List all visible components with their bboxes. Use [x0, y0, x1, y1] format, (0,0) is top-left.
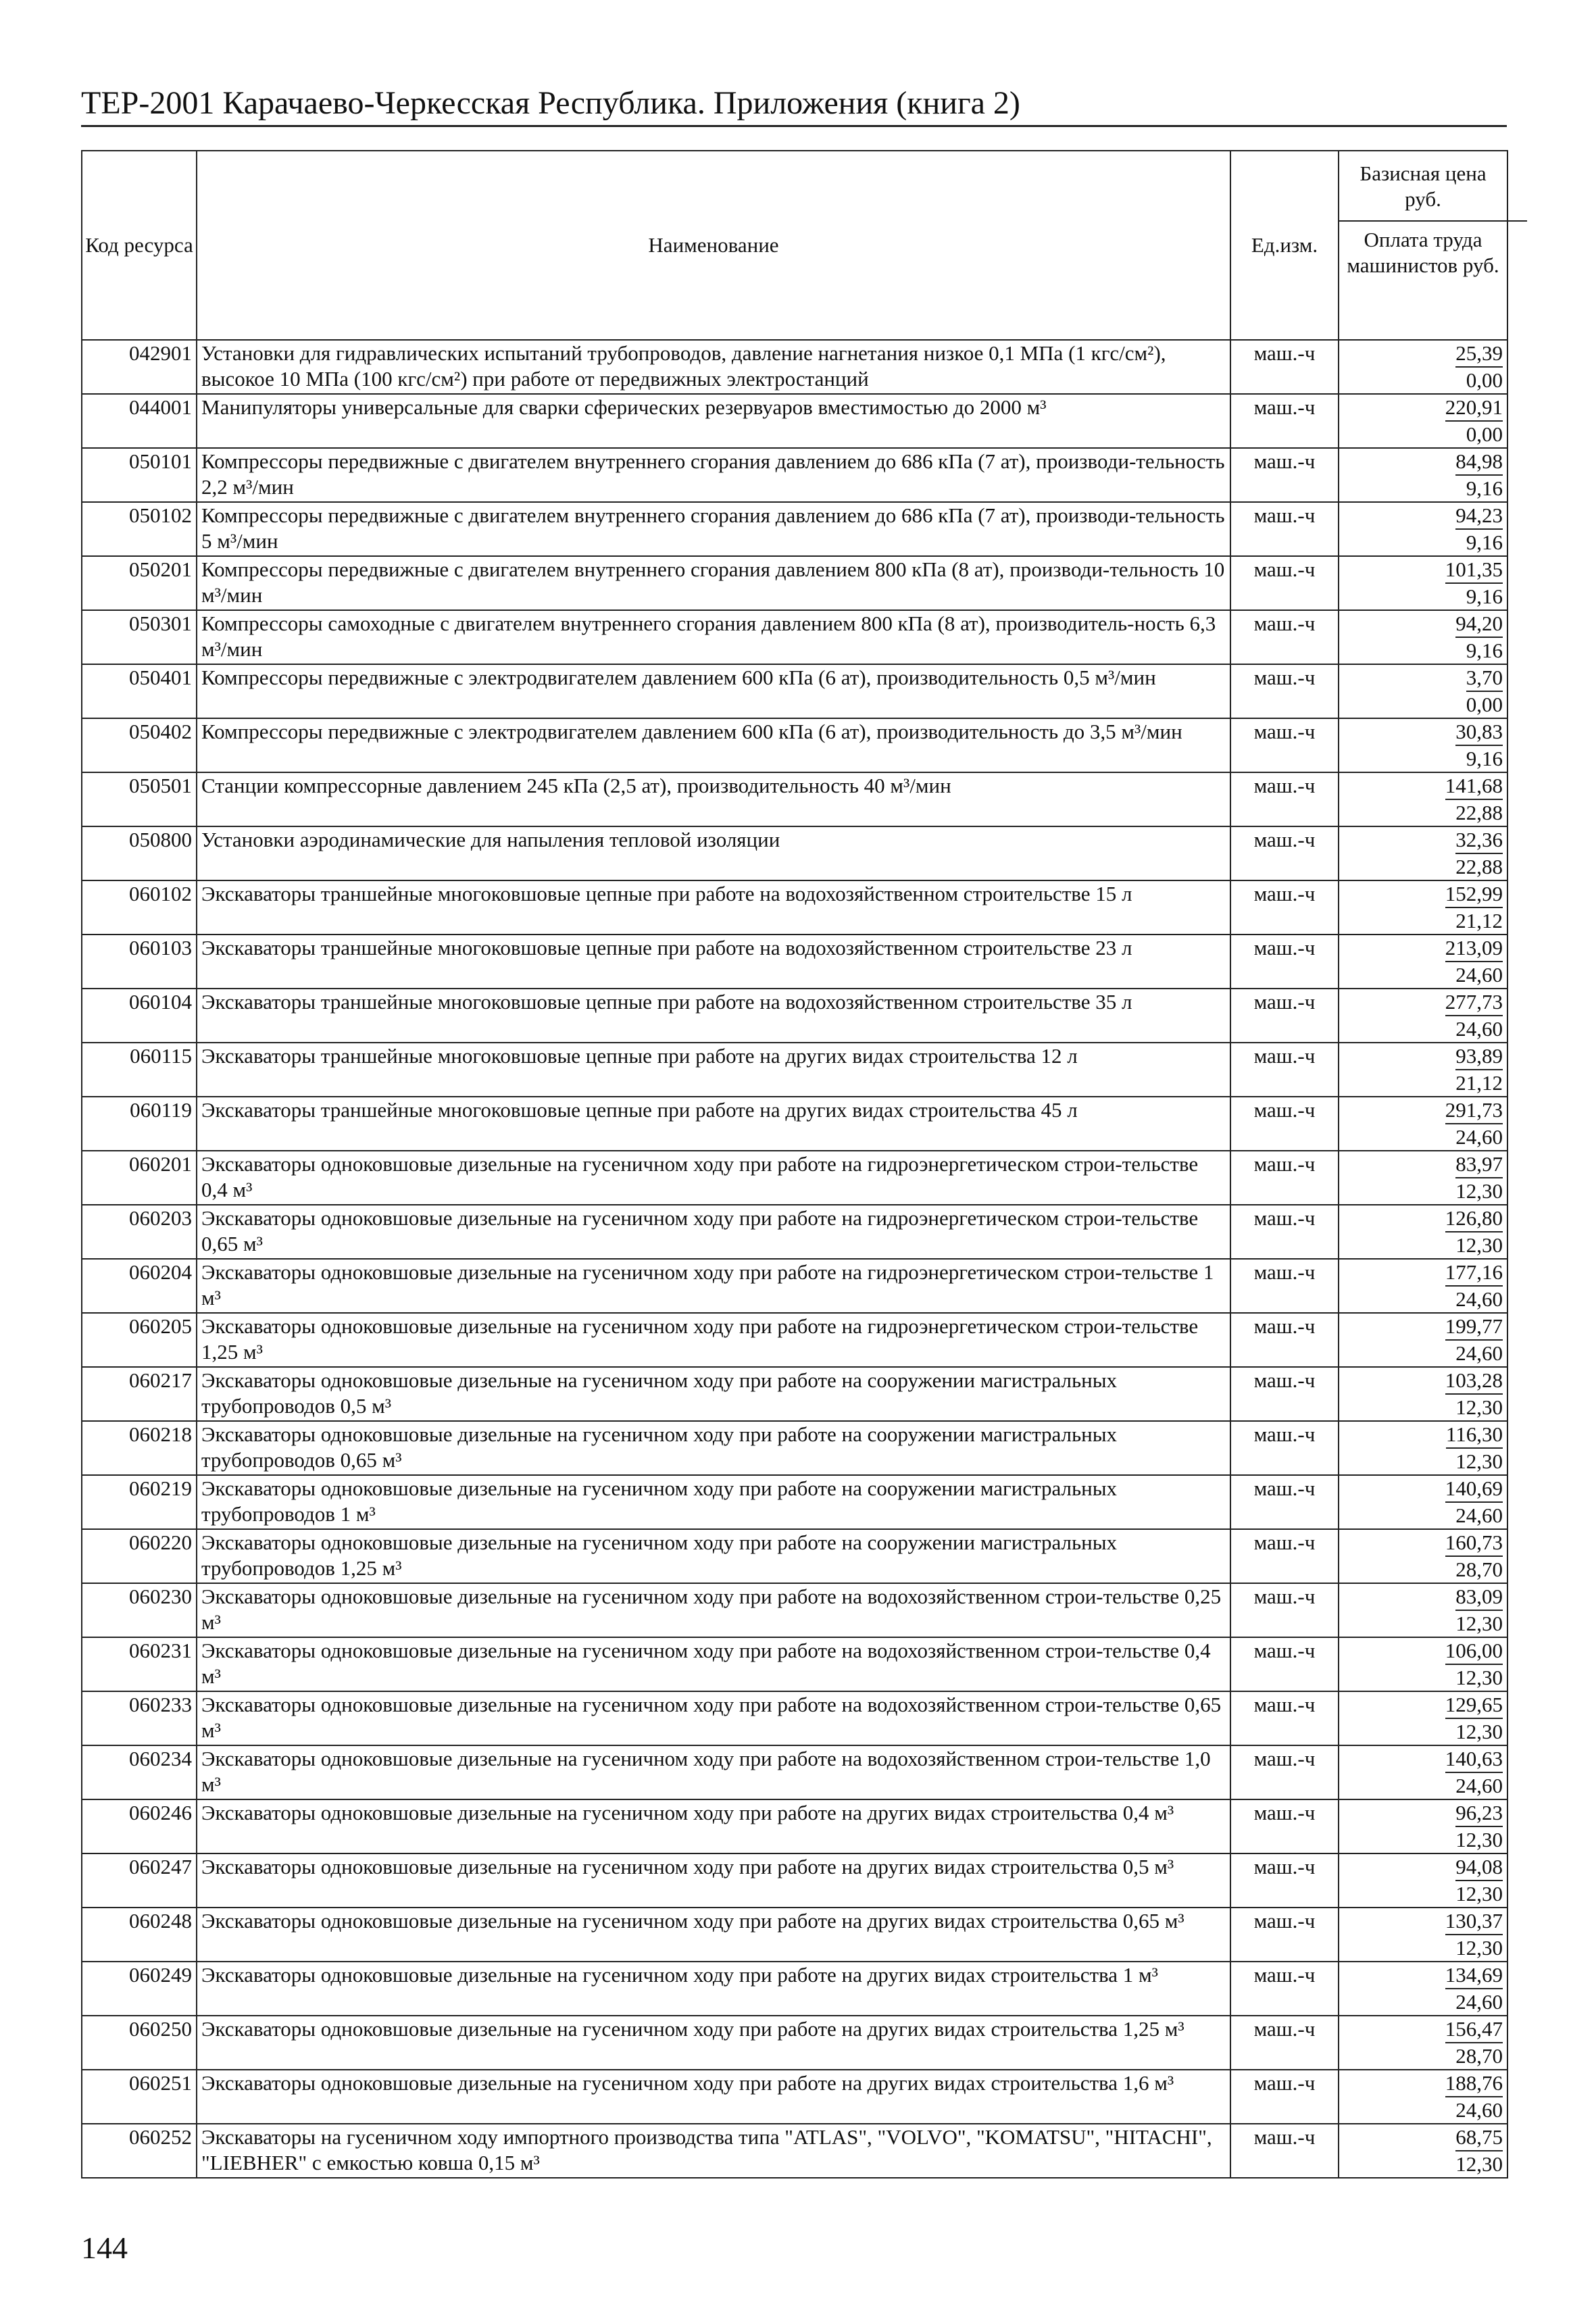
resource-unit: маш.-ч: [1230, 880, 1339, 935]
table-row: [82, 2016, 1507, 2070]
price-cell: [1339, 1962, 1507, 2016]
resource-name: Компрессоры передвижные с двигателем внутреннего сгорания давлением до 686 кПа (7 ат), производи-тельность 2,2 м³/мин: [197, 448, 1230, 502]
resource-name: Компрессоры самоходные с двигателем внутреннего сгорания давлением 800 кПа (8 ат), производитель-ность 6,3 м³/мин: [197, 610, 1230, 664]
base-price: 220,91: [1445, 395, 1503, 422]
resource-name: Экскаваторы одноковшовые дизельные на гусеничном ходу при работе на других видах строительства 1,6 м³: [197, 2070, 1230, 2124]
price-cell: [1339, 610, 1507, 664]
base-price: 141,68: [1445, 773, 1503, 800]
table-row: [82, 1962, 1507, 2016]
resource-name: Экскаваторы траншейные многоковшовые цепные при работе на других видах строительства 45 л: [197, 1097, 1230, 1151]
resource-name: Экскаваторы одноковшовые дизельные на гусеничном ходу при работе на водохозяйственном строи-тельстве 0,4 м³: [197, 1637, 1230, 1691]
resource-code: 050401: [82, 664, 197, 718]
table-body: [82, 340, 1507, 2178]
price-cell: [1339, 1745, 1507, 1799]
resource-code: 060204: [82, 1259, 197, 1313]
resource-code: 060249: [82, 1962, 197, 2016]
header-code: Код ресурса: [82, 151, 197, 340]
labor-cost: 12,30: [1455, 1612, 1503, 1635]
table-row: [82, 1421, 1507, 1475]
table-row: [82, 340, 1507, 394]
table-row: [82, 556, 1507, 610]
resource-code: 050301: [82, 610, 197, 664]
table-row: [82, 1691, 1507, 1745]
base-price: 3,70: [1466, 665, 1503, 692]
base-price: 32,36: [1455, 827, 1503, 854]
resource-unit: маш.-ч: [1230, 1637, 1339, 1691]
resource-name: Станции компрессорные давлением 245 кПа (2,5 ат), производительность 40 м³/мин: [197, 772, 1230, 826]
resource-unit: маш.-ч: [1230, 2124, 1339, 2178]
price-cell: [1339, 1043, 1507, 1097]
price-cell: [1339, 1691, 1507, 1745]
resource-code: 060230: [82, 1583, 197, 1637]
price-cell: [1339, 1908, 1507, 1962]
page-title: ТЕР-2001 Карачаево-Черкесская Республика. Приложения (книга 2): [81, 85, 1020, 121]
resource-code: 060119: [82, 1097, 197, 1151]
table-row: [82, 1745, 1507, 1799]
resource-name: Экскаваторы одноковшовые дизельные на гусеничном ходу при работе на сооружении магистральных трубопроводов 0,65 м³: [197, 1421, 1230, 1475]
resource-unit: маш.-ч: [1230, 1583, 1339, 1637]
table-row: [82, 1475, 1507, 1529]
price-cell: [1339, 556, 1507, 610]
resource-name: Экскаваторы одноковшовые дизельные на гусеничном ходу при работе на других видах строительства 1 м³: [197, 1962, 1230, 2016]
labor-cost: 9,16: [1466, 476, 1503, 500]
resource-name: Экскаваторы одноковшовые дизельные на гусеничном ходу при работе на сооружении магистральных трубопроводов 0,5 м³: [197, 1367, 1230, 1421]
resource-name: Экскаваторы одноковшовые дизельные на гусеничном ходу при работе на других видах строительства 1,25 м³: [197, 2016, 1230, 2070]
resource-name: Экскаваторы одноковшовые дизельные на гусеничном ходу при работе на гидроэнергетическом строи-тельстве 0,4 м³: [197, 1151, 1230, 1205]
resource-unit: маш.-ч: [1230, 826, 1339, 880]
price-cell: [1339, 989, 1507, 1043]
table-row: [82, 1313, 1507, 1367]
labor-cost: 12,30: [1455, 1720, 1503, 1743]
resource-unit: маш.-ч: [1230, 2070, 1339, 2124]
resource-code: 060203: [82, 1205, 197, 1259]
table-row: [82, 1529, 1507, 1583]
labor-cost: 12,30: [1455, 1882, 1503, 1906]
base-price: 68,75: [1455, 2124, 1503, 2151]
labor-cost: 22,88: [1455, 855, 1503, 878]
price-cell: [1339, 2016, 1507, 2070]
resource-code: 060233: [82, 1691, 197, 1745]
base-price: 101,35: [1445, 557, 1503, 584]
resource-code: 060218: [82, 1421, 197, 1475]
table-row: [82, 989, 1507, 1043]
resource-name: Экскаваторы одноковшовые дизельные на гусеничном ходу при работе на сооружении магистральных трубопроводов 1 м³: [197, 1475, 1230, 1529]
base-price: 25,39: [1455, 341, 1503, 368]
resource-code: 060201: [82, 1151, 197, 1205]
base-price: 152,99: [1445, 881, 1503, 908]
price-cell: [1339, 664, 1507, 718]
table-row: [82, 880, 1507, 935]
resource-code: 044001: [82, 394, 197, 448]
resource-name: Установки аэродинамические для напыления тепловой изоляции: [197, 826, 1230, 880]
labor-cost: 24,60: [1455, 1774, 1503, 1797]
resource-code: 060251: [82, 2070, 197, 2124]
base-price: 83,09: [1455, 1584, 1503, 1611]
price-cell: [1339, 772, 1507, 826]
resource-unit: маш.-ч: [1230, 2016, 1339, 2070]
resource-name: Экскаваторы одноковшовые дизельные на гусеничном ходу при работе на гидроэнергетическом строи-тельстве 0,65 м³: [197, 1205, 1230, 1259]
resource-name: Экскаваторы одноковшовые дизельные на гусеничном ходу при работе на водохозяйственном строи-тельстве 0,65 м³: [197, 1691, 1230, 1745]
page-header: [81, 84, 1507, 127]
price-cell: [1339, 1529, 1507, 1583]
resource-code: 050101: [82, 448, 197, 502]
labor-cost: 22,88: [1455, 801, 1503, 824]
resource-unit: маш.-ч: [1230, 718, 1339, 772]
resource-unit: маш.-ч: [1230, 1853, 1339, 1908]
price-cell: [1339, 1853, 1507, 1908]
resource-code: 060231: [82, 1637, 197, 1691]
labor-cost: 24,60: [1455, 2098, 1503, 2122]
header-name: Наименование: [197, 151, 1230, 340]
table-row: [82, 1097, 1507, 1151]
labor-cost: 12,30: [1455, 2152, 1503, 2176]
price-cell: [1339, 1151, 1507, 1205]
header-base-price: Базисная цена руб.: [1360, 161, 1487, 211]
resource-code: 050800: [82, 826, 197, 880]
resource-unit: маш.-ч: [1230, 1475, 1339, 1529]
price-cell: [1339, 1637, 1507, 1691]
table-row: [82, 1043, 1507, 1097]
resource-code: 060104: [82, 989, 197, 1043]
base-price: 291,73: [1445, 1097, 1503, 1124]
table-row: [82, 610, 1507, 664]
base-price: 93,89: [1455, 1043, 1503, 1070]
table-row: [82, 1259, 1507, 1313]
resource-unit: маш.-ч: [1230, 1962, 1339, 2016]
price-cell: [1339, 2070, 1507, 2124]
base-price: 140,63: [1445, 1746, 1503, 1773]
table-row: [82, 1853, 1507, 1908]
resource-code: 060205: [82, 1313, 197, 1367]
price-cell: [1339, 340, 1507, 394]
table-row: [82, 1367, 1507, 1421]
price-cell: [1339, 2124, 1507, 2178]
base-price: 156,47: [1445, 2016, 1503, 2043]
resource-unit: маш.-ч: [1230, 394, 1339, 448]
price-cell: [1339, 1421, 1507, 1475]
resource-code: 060252: [82, 2124, 197, 2178]
resource-name: Установки для гидравлических испытаний трубопроводов, давление нагнетания низкое 0,1 МПа (1 кгс/см²), высокое 10 МПа (100 кгс/см²) при работе от передвижных электростанций: [197, 340, 1230, 394]
resource-name: Компрессоры передвижные с электродвигателем давлением 600 кПа (6 ат), производительность 0,5 м³/мин: [197, 664, 1230, 718]
base-price: 83,97: [1455, 1151, 1503, 1178]
labor-cost: 9,16: [1466, 747, 1503, 770]
labor-cost: 9,16: [1466, 584, 1503, 608]
labor-cost: 12,30: [1455, 1828, 1503, 1851]
resource-code: 060220: [82, 1529, 197, 1583]
table-header-row: [82, 151, 1507, 340]
resource-unit: маш.-ч: [1230, 340, 1339, 394]
base-price: 84,98: [1455, 449, 1503, 476]
resource-code: 050102: [82, 502, 197, 556]
labor-cost: 24,60: [1455, 1341, 1503, 1365]
resource-unit: маш.-ч: [1230, 772, 1339, 826]
table-row: [82, 1637, 1507, 1691]
resource-unit: маш.-ч: [1230, 1745, 1339, 1799]
labor-cost: 24,60: [1455, 1990, 1503, 2014]
table-row: [82, 394, 1507, 448]
resource-name: Экскаваторы траншейные многоковшовые цепные при работе на водохозяйственном строительстве 23 л: [197, 935, 1230, 989]
resource-unit: маш.-ч: [1230, 610, 1339, 664]
labor-cost: 0,00: [1466, 693, 1503, 716]
labor-cost: 21,12: [1455, 1071, 1503, 1095]
base-price: 94,08: [1455, 1854, 1503, 1881]
resource-name: Экскаваторы одноковшовые дизельные на гусеничном ходу при работе на гидроэнергетическом строи-тельстве 1,25 м³: [197, 1313, 1230, 1367]
price-cell: [1339, 1799, 1507, 1853]
price-cell: [1339, 718, 1507, 772]
resource-code: 042901: [82, 340, 197, 394]
base-price: 177,16: [1445, 1260, 1503, 1287]
labor-cost: 24,60: [1455, 1017, 1503, 1041]
labor-cost: 21,12: [1455, 909, 1503, 932]
resource-unit: маш.-ч: [1230, 502, 1339, 556]
table-row: [82, 502, 1507, 556]
price-cell: [1339, 826, 1507, 880]
resource-name: Экскаваторы одноковшовые дизельные на гусеничном ходу при работе на водохозяйственном строи-тельстве 1,0 м³: [197, 1745, 1230, 1799]
resource-name: Экскаваторы траншейные многоковшовые цепные при работе на других видах строительства 12 л: [197, 1043, 1230, 1097]
base-price: 94,23: [1455, 503, 1503, 530]
table-row: [82, 826, 1507, 880]
labor-cost: 24,60: [1455, 963, 1503, 987]
resource-code: 060250: [82, 2016, 197, 2070]
header-unit: Ед.изм.: [1230, 151, 1339, 340]
table-row: [82, 1583, 1507, 1637]
price-cell: [1339, 1259, 1507, 1313]
labor-cost: 12,30: [1455, 1233, 1503, 1257]
header-labor: Оплата труда машинистов руб.: [1347, 228, 1499, 277]
base-price: 96,23: [1455, 1800, 1503, 1827]
table-row: [82, 935, 1507, 989]
price-cell: [1339, 1475, 1507, 1529]
resource-unit: маш.-ч: [1230, 1421, 1339, 1475]
resource-unit: маш.-ч: [1230, 556, 1339, 610]
resource-unit: маш.-ч: [1230, 1908, 1339, 1962]
header-divider: [1339, 220, 1527, 222]
labor-cost: 24,60: [1455, 1503, 1503, 1527]
resource-name: Экскаваторы одноковшовые дизельные на гусеничном ходу при работе на водохозяйственном строи-тельстве 0,25 м³: [197, 1583, 1230, 1637]
resource-name: Экскаваторы одноковшовые дизельные на гусеничном ходу при работе на других видах строительства 0,5 м³: [197, 1853, 1230, 1908]
resource-unit: маш.-ч: [1230, 1259, 1339, 1313]
labor-cost: 9,16: [1466, 639, 1503, 662]
table-row: [82, 2070, 1507, 2124]
resource-unit: маш.-ч: [1230, 1313, 1339, 1367]
base-price: 188,76: [1445, 2070, 1503, 2097]
base-price: 103,28: [1445, 1368, 1503, 1395]
resource-code: 060115: [82, 1043, 197, 1097]
resource-unit: маш.-ч: [1230, 1151, 1339, 1205]
table-row: [82, 718, 1507, 772]
table-row: [82, 1799, 1507, 1853]
resource-unit: маш.-ч: [1230, 935, 1339, 989]
resource-name: Экскаваторы траншейные многоковшовые цепные при работе на водохозяйственном строительстве 15 л: [197, 880, 1230, 935]
resource-name: Экскаваторы на гусеничном ходу импортного производства типа "ATLAS", "VOLVO", "KOMATSU", "HITACHI", "LIEBHER" с емкостью ковша 0,15 м³: [197, 2124, 1230, 2178]
resource-table: [81, 150, 1508, 2179]
labor-cost: 12,30: [1455, 1666, 1503, 1689]
price-cell: [1339, 1097, 1507, 1151]
resource-name: Компрессоры передвижные с двигателем внутреннего сгорания давлением 800 кПа (8 ат), производи-тельность 10 м³/мин: [197, 556, 1230, 610]
resource-code: 060103: [82, 935, 197, 989]
resource-code: 050402: [82, 718, 197, 772]
table-row: [82, 664, 1507, 718]
resource-name: Манипуляторы универсальные для сварки сферических резервуаров вместимостью до 2000 м³: [197, 394, 1230, 448]
labor-cost: 24,60: [1455, 1125, 1503, 1149]
resource-code: 060248: [82, 1908, 197, 1962]
table-row: [82, 772, 1507, 826]
price-cell: [1339, 935, 1507, 989]
base-price: 130,37: [1445, 1908, 1503, 1935]
resource-unit: маш.-ч: [1230, 1799, 1339, 1853]
base-price: 277,73: [1445, 989, 1503, 1016]
base-price: 160,73: [1445, 1530, 1503, 1557]
price-cell: [1339, 1313, 1507, 1367]
table-row: [82, 1205, 1507, 1259]
price-cell: [1339, 394, 1507, 448]
price-cell: [1339, 502, 1507, 556]
base-price: 116,30: [1446, 1422, 1503, 1449]
base-price: 30,83: [1455, 719, 1503, 746]
resource-code: 060234: [82, 1745, 197, 1799]
header-price: [1339, 151, 1507, 340]
base-price: 199,77: [1445, 1314, 1503, 1341]
price-cell: [1339, 880, 1507, 935]
page-number: 144: [81, 2231, 128, 2265]
base-price: 213,09: [1445, 935, 1503, 962]
table-row: [82, 2124, 1507, 2178]
table-row: [82, 1151, 1507, 1205]
labor-cost: 0,00: [1466, 368, 1503, 392]
base-price: 140,69: [1445, 1476, 1503, 1503]
resource-code: 050201: [82, 556, 197, 610]
resource-unit: маш.-ч: [1230, 1691, 1339, 1745]
resource-unit: маш.-ч: [1230, 1529, 1339, 1583]
resource-code: 060246: [82, 1799, 197, 1853]
resource-name: Экскаваторы одноковшовые дизельные на гусеничном ходу при работе на других видах строительства 0,65 м³: [197, 1908, 1230, 1962]
resource-unit: маш.-ч: [1230, 448, 1339, 502]
resource-unit: маш.-ч: [1230, 1205, 1339, 1259]
labor-cost: 28,70: [1455, 2044, 1503, 2068]
resource-unit: маш.-ч: [1230, 1367, 1339, 1421]
labor-cost: 12,30: [1455, 1936, 1503, 1960]
table-row: [82, 448, 1507, 502]
labor-cost: 0,00: [1466, 422, 1503, 446]
base-price: 94,20: [1455, 611, 1503, 638]
base-price: 126,80: [1445, 1205, 1503, 1233]
base-price: 134,69: [1445, 1962, 1503, 1989]
labor-cost: 12,30: [1455, 1449, 1503, 1473]
resource-code: 050501: [82, 772, 197, 826]
resource-name: Экскаваторы одноковшовые дизельные на гусеничном ходу при работе на гидроэнергетическом строи-тельстве 1 м³: [197, 1259, 1230, 1313]
price-cell: [1339, 1205, 1507, 1259]
price-cell: [1339, 1583, 1507, 1637]
resource-unit: маш.-ч: [1230, 664, 1339, 718]
price-cell: [1339, 1367, 1507, 1421]
resource-unit: маш.-ч: [1230, 1043, 1339, 1097]
labor-cost: 12,30: [1455, 1179, 1503, 1203]
resource-name: Компрессоры передвижные с электродвигателем давлением 600 кПа (6 ат), производительность до 3,5 м³/мин: [197, 718, 1230, 772]
resource-code: 060102: [82, 880, 197, 935]
labor-cost: 24,60: [1455, 1287, 1503, 1311]
labor-cost: 28,70: [1455, 1558, 1503, 1581]
resource-code: 060217: [82, 1367, 197, 1421]
table-row: [82, 1908, 1507, 1962]
resource-code: 060219: [82, 1475, 197, 1529]
resource-name: Компрессоры передвижные с двигателем внутреннего сгорания давлением до 686 кПа (7 ат), производи-тельность 5 м³/мин: [197, 502, 1230, 556]
price-cell: [1339, 448, 1507, 502]
resource-code: 060247: [82, 1853, 197, 1908]
resource-name: Экскаваторы траншейные многоковшовые цепные при работе на водохозяйственном строительстве 35 л: [197, 989, 1230, 1043]
labor-cost: 12,30: [1455, 1395, 1503, 1419]
resource-name: Экскаваторы одноковшовые дизельные на гусеничном ходу при работе на сооружении магистральных трубопроводов 1,25 м³: [197, 1529, 1230, 1583]
resource-unit: маш.-ч: [1230, 989, 1339, 1043]
base-price: 129,65: [1445, 1692, 1503, 1719]
base-price: 106,00: [1445, 1638, 1503, 1665]
resource-name: Экскаваторы одноковшовые дизельные на гусеничном ходу при работе на других видах строительства 0,4 м³: [197, 1799, 1230, 1853]
labor-cost: 9,16: [1466, 530, 1503, 554]
resource-unit: маш.-ч: [1230, 1097, 1339, 1151]
